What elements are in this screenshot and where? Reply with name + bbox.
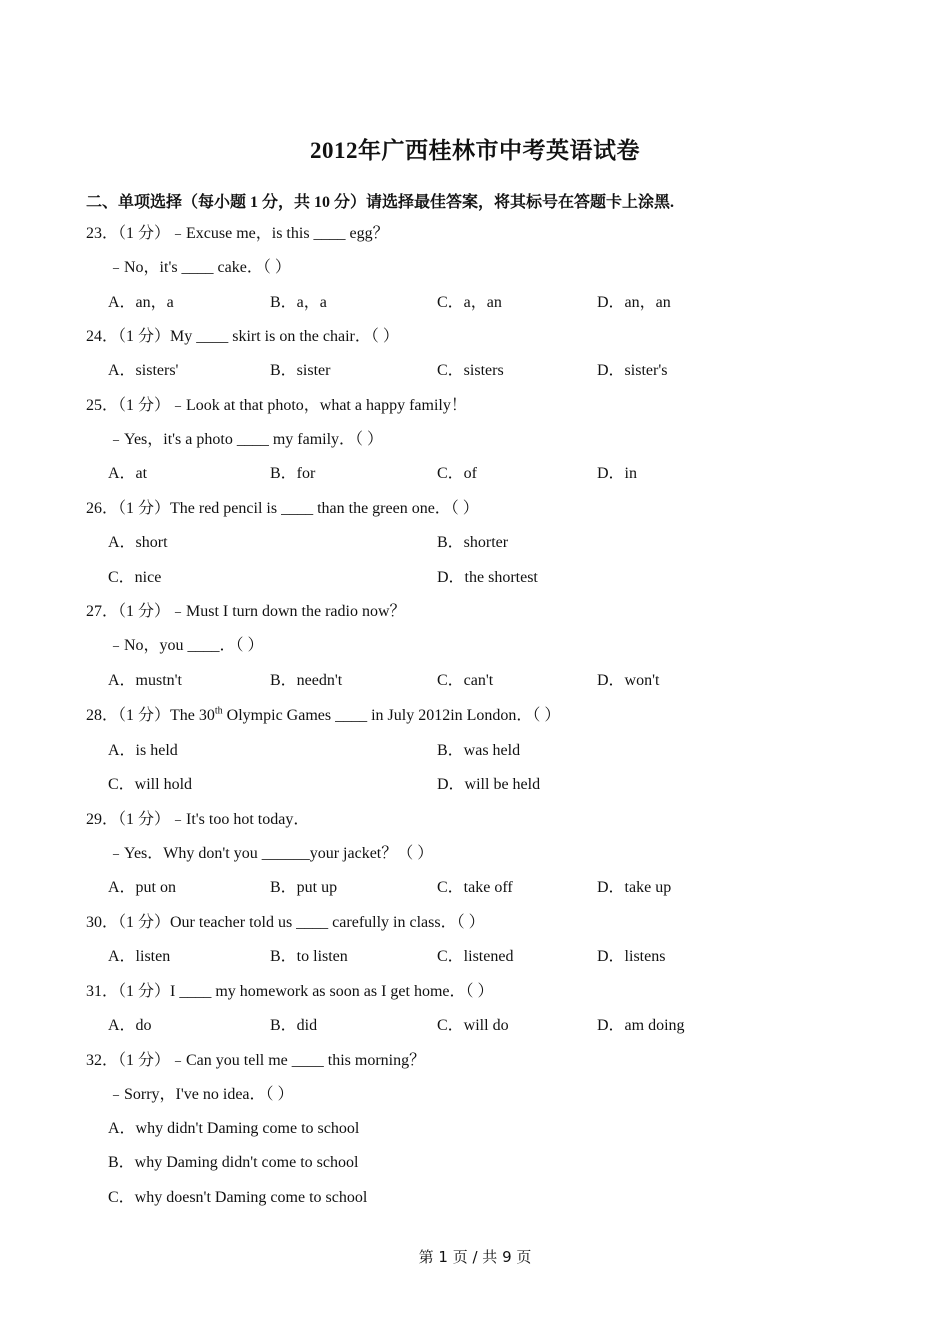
question-31-stem: 31．（1 分）I ____ my homework as soon as I get home．（ ）	[86, 983, 494, 1000]
question-25-option-d[interactable]: D．in	[597, 465, 638, 482]
question-32-option-c[interactable]: C．why doesn't Daming come to school	[108, 1189, 368, 1206]
question-29-stem: 29．（1 分）﹣It's too hot today．	[86, 811, 310, 828]
question-32-stem: 32．（1 分）﹣Can you tell me ____ this morning？	[86, 1052, 426, 1069]
question-28-option-c[interactable]: C．will hold	[108, 776, 193, 793]
question-30-stem: 30．（1 分）Our teacher told us ____ carefully in class．（ ）	[86, 914, 485, 931]
question-27-reply: ﹣No，you ____．（ ）	[108, 637, 264, 654]
question-28-stem-post: Olympic Games ____ in July 2012in London．（ ）	[222, 707, 561, 724]
question-32-option-b[interactable]: B．why Daming didn't come to school	[108, 1154, 359, 1171]
question-28-superscript: th	[214, 705, 223, 717]
question-31-option-d[interactable]: D．am doing	[597, 1017, 685, 1034]
question-30-option-a[interactable]: A．listen	[108, 948, 171, 965]
question-25-stem: 25．（1 分）﹣Look at that photo，what a happy family！	[86, 397, 467, 414]
question-32-reply: ﹣Sorry，I've no idea．（ ）	[108, 1086, 294, 1103]
question-30-option-b[interactable]: B．to listen	[270, 948, 348, 965]
question-26-option-a[interactable]: A．short	[108, 534, 168, 551]
question-27-option-c[interactable]: C．can't	[437, 672, 494, 689]
question-28-stem-pre: 28．（1 分）The 30	[86, 707, 215, 724]
question-27-option-a[interactable]: A．mustn't	[108, 672, 183, 689]
question-24-option-d[interactable]: D．sister's	[597, 362, 668, 379]
question-31-option-a[interactable]: A．do	[108, 1017, 152, 1034]
question-28-option-d[interactable]: D．will be held	[437, 776, 541, 793]
question-30-option-c[interactable]: C．listened	[437, 948, 514, 965]
question-28-option-a[interactable]: A．is held	[108, 742, 178, 759]
question-23-reply: ﹣No，it's ____ cake．（ ）	[108, 259, 291, 276]
question-23-option-b[interactable]: B．a，a	[270, 294, 327, 311]
question-29-reply: ﹣Yes．Why don't you ______your jacket？（ ）	[108, 845, 434, 862]
question-31-option-c[interactable]: C．will do	[437, 1017, 509, 1034]
question-26-option-c[interactable]: C．nice	[108, 569, 162, 586]
question-23-stem: 23．（1 分）﹣Excuse me，is this ____ egg？	[86, 225, 389, 242]
question-29-option-c[interactable]: C．take off	[437, 879, 513, 896]
question-26-option-d[interactable]: D．the shortest	[437, 569, 538, 586]
question-23-option-c[interactable]: C．a，an	[437, 294, 502, 311]
question-24-option-c[interactable]: C．sisters	[437, 362, 504, 379]
section-heading: 二、单项选择（每小题 1 分，共 10 分）请选择最佳答案，将其标号在答题卡上涂黑.	[86, 194, 675, 211]
question-25-reply: ﹣Yes，it's a photo ____ my family．（ ）	[108, 431, 384, 448]
question-25-option-a[interactable]: A．at	[108, 465, 148, 482]
question-28-stem	[86, 706, 560, 726]
question-26-option-b[interactable]: B．shorter	[437, 534, 509, 551]
question-26-stem: 26．（1 分）The red pencil is ____ than the green one．（ ）	[86, 500, 479, 517]
question-29-option-b[interactable]: B．put up	[270, 879, 338, 896]
question-24-stem: 24．（1 分）My ____ skirt is on the chair．（ ）	[86, 328, 399, 345]
question-27-option-b[interactable]: B．needn't	[270, 672, 343, 689]
page-title: 2012年广西桂林市中考英语试卷	[310, 138, 640, 163]
question-24-option-b[interactable]: B．sister	[270, 362, 331, 379]
question-32-option-a[interactable]: A．why didn't Daming come to school	[108, 1120, 360, 1137]
question-29-option-d[interactable]: D．take up	[597, 879, 672, 896]
question-29-option-a[interactable]: A．put on	[108, 879, 177, 896]
question-28-option-b[interactable]: B．was held	[437, 742, 521, 759]
question-31-option-b[interactable]: B．did	[270, 1017, 318, 1034]
question-24-option-a[interactable]: A．sisters'	[108, 362, 179, 379]
question-23-option-a[interactable]: A．an，a	[108, 294, 174, 311]
question-25-option-b[interactable]: B．for	[270, 465, 316, 482]
question-23-option-d[interactable]: D．an，an	[597, 294, 671, 311]
question-30-option-d[interactable]: D．listens	[597, 948, 666, 965]
page-footer: 第 1 页 / 共 9 页	[418, 1248, 532, 1266]
question-27-option-d[interactable]: D．won't	[597, 672, 660, 689]
question-25-option-c[interactable]: C．of	[437, 465, 478, 482]
question-27-stem: 27．（1 分）﹣Must I turn down the radio now？	[86, 603, 406, 620]
